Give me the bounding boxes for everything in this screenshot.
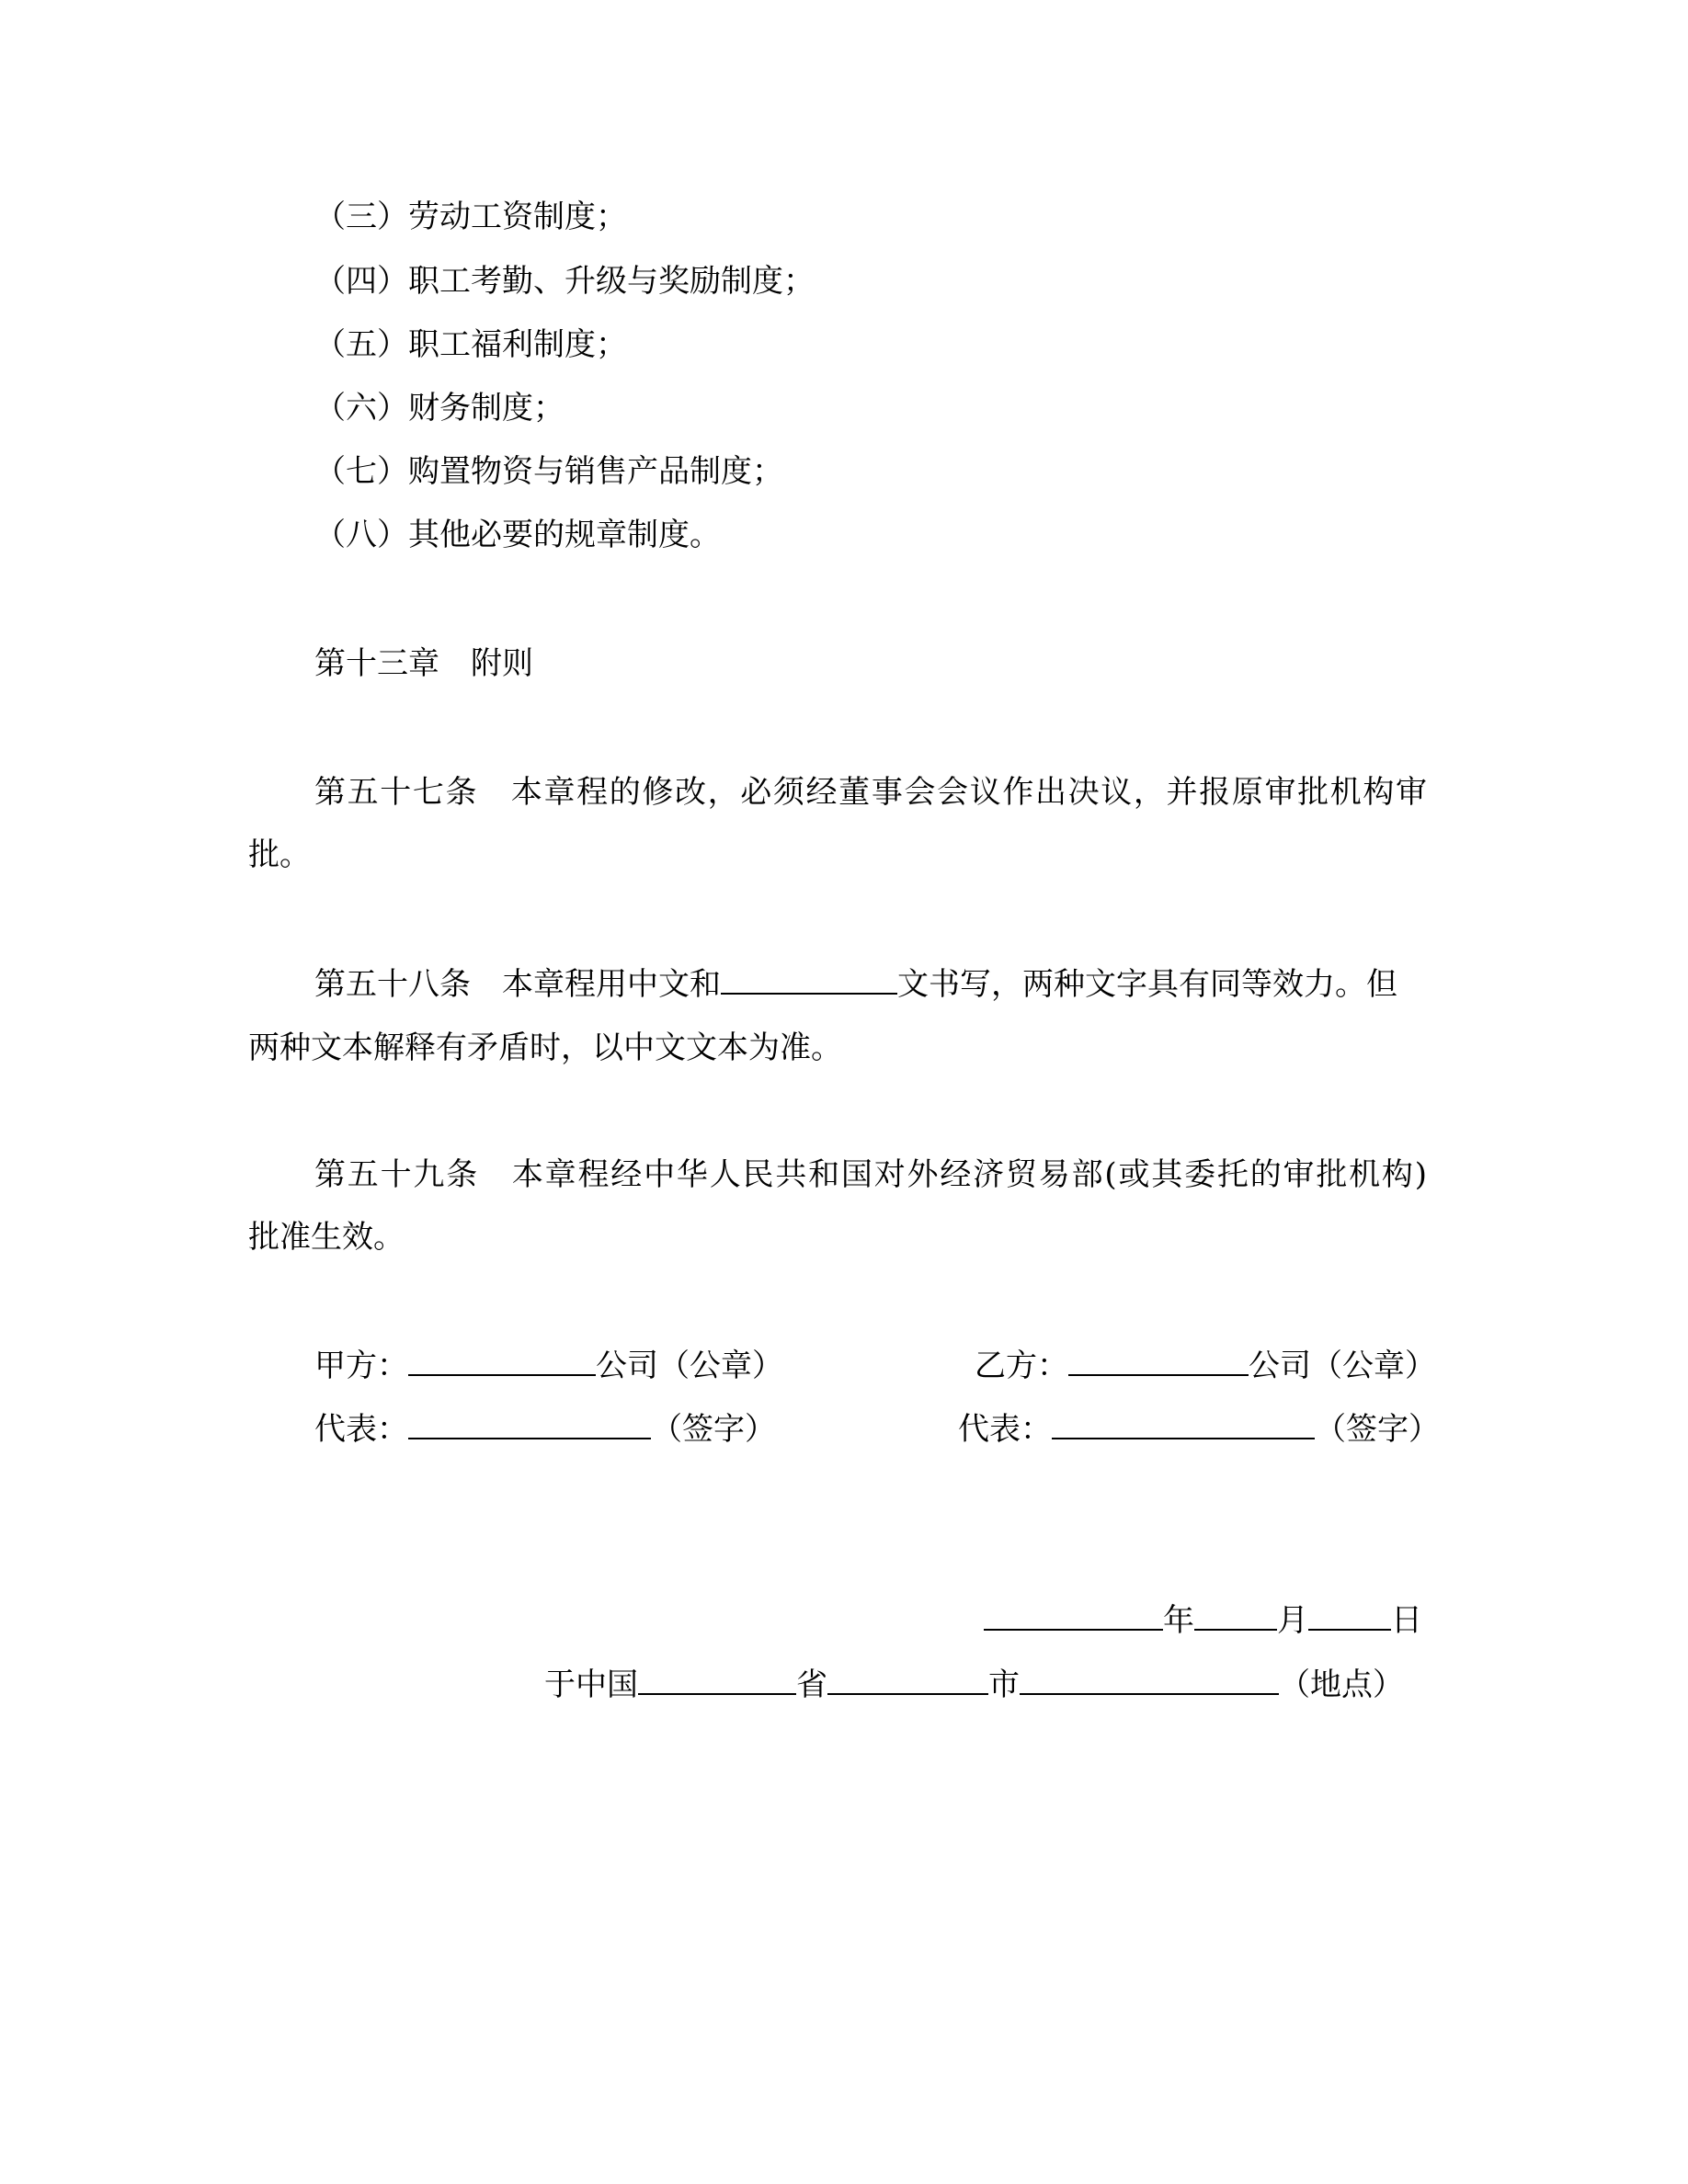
party-b-label: 乙方： bbox=[975, 1348, 1068, 1384]
article-number: 第五十九条 bbox=[314, 1156, 480, 1193]
list-item: （四）职工考勤、升级与奖励制度； bbox=[314, 263, 815, 300]
article-text: 文书写，两种文字具有同等效力。但 bbox=[897, 966, 1397, 1003]
place-prefix: 于中国 bbox=[544, 1666, 638, 1703]
party-a-line bbox=[314, 1347, 783, 1383]
article-number: 第五十七条 bbox=[314, 774, 479, 811]
chapter-number: 第十三章 bbox=[314, 645, 439, 682]
day-blank[interactable] bbox=[1308, 1601, 1391, 1631]
year-blank[interactable] bbox=[984, 1601, 1163, 1631]
city-blank[interactable] bbox=[827, 1666, 988, 1695]
article-58-cont: 两种文本解释有矛盾时，以中文文本为准。 bbox=[248, 1029, 842, 1066]
city-label: 市 bbox=[988, 1666, 1020, 1703]
article-text: 本章程的修改，必须经董事会会议作出决议，并报原审批机构审 bbox=[509, 774, 1428, 811]
list-item: （五）职工福利制度； bbox=[314, 326, 627, 363]
party-b-line bbox=[975, 1347, 1436, 1383]
list-item: （七）购置物资与销售产品制度； bbox=[314, 453, 783, 490]
year-label: 年 bbox=[1163, 1602, 1194, 1639]
date-line bbox=[984, 1601, 1422, 1638]
party-a-suffix: 公司（公章） bbox=[596, 1348, 783, 1384]
province-label: 省 bbox=[796, 1666, 827, 1703]
rep-b-label: 代表： bbox=[958, 1411, 1052, 1448]
rep-b-suffix: （签字） bbox=[1315, 1411, 1440, 1448]
chapter-title: 附则 bbox=[471, 645, 533, 682]
rep-a-suffix: （签字） bbox=[651, 1411, 776, 1448]
place-line bbox=[544, 1666, 1404, 1702]
province-blank[interactable] bbox=[638, 1666, 796, 1695]
article-59-cont: 批准生效。 bbox=[248, 1219, 405, 1256]
month-label: 月 bbox=[1277, 1602, 1308, 1639]
location-blank[interactable] bbox=[1020, 1666, 1279, 1695]
article-text: 本章程用中文和 bbox=[502, 966, 721, 1003]
party-b-company-blank[interactable] bbox=[1068, 1347, 1249, 1376]
language-blank[interactable] bbox=[721, 965, 897, 995]
party-a-label: 甲方： bbox=[314, 1348, 408, 1384]
chapter-heading bbox=[314, 645, 533, 682]
list-item: （六）财务制度； bbox=[314, 390, 565, 427]
month-blank[interactable] bbox=[1194, 1601, 1277, 1631]
rep-a-signature-blank[interactable] bbox=[408, 1410, 651, 1439]
rep-a-line bbox=[314, 1410, 776, 1447]
article-number: 第五十八条 bbox=[314, 966, 471, 1003]
article-59 bbox=[314, 1156, 1427, 1193]
list-item: （八）其他必要的规章制度。 bbox=[314, 517, 721, 553]
rep-b-signature-blank[interactable] bbox=[1052, 1410, 1315, 1439]
day-label: 日 bbox=[1391, 1602, 1422, 1639]
rep-b-line bbox=[958, 1410, 1440, 1447]
article-57 bbox=[314, 774, 1427, 811]
party-a-company-blank[interactable] bbox=[408, 1347, 596, 1376]
list-item: （三）劳动工资制度； bbox=[314, 199, 627, 235]
article-text: 本章程经中华人民共和国对外经济贸易部(或其委托的审批机构) bbox=[510, 1156, 1428, 1193]
rep-a-label: 代表： bbox=[314, 1411, 408, 1448]
place-suffix: （地点） bbox=[1279, 1666, 1404, 1703]
article-58 bbox=[314, 965, 1397, 1002]
party-b-suffix: 公司（公章） bbox=[1249, 1348, 1436, 1384]
article-57-cont: 批。 bbox=[248, 836, 311, 873]
